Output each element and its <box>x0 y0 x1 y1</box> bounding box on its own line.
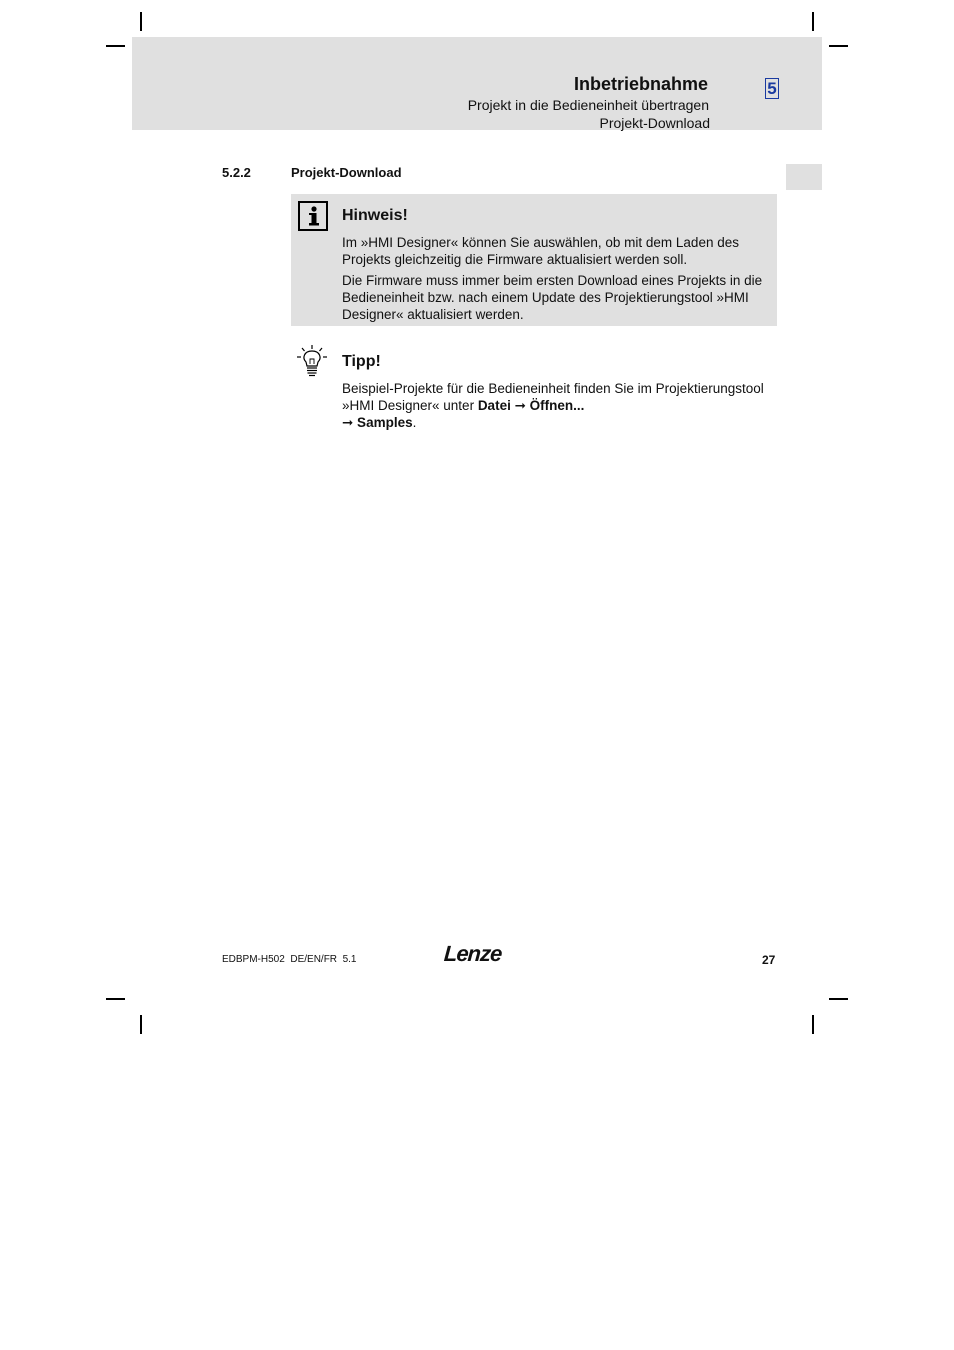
chapter-number-badge: 5 <box>765 78 779 99</box>
note-heading: Hinweis! <box>342 207 408 224</box>
lightbulb-icon <box>296 344 328 378</box>
crop-mark <box>829 45 848 47</box>
header-band <box>132 37 822 130</box>
crop-mark <box>812 12 814 31</box>
crop-mark <box>140 1015 142 1034</box>
footer-document-id: EDBPM-H502 DE/EN/FR 5.1 <box>222 954 357 965</box>
section-number: 5.2.2 <box>222 165 251 180</box>
tip-paragraph <box>342 380 767 431</box>
info-icon <box>298 201 328 231</box>
section-title: Projekt-Download <box>291 165 402 180</box>
tip-text-end: . <box>412 415 417 430</box>
crop-mark <box>106 998 125 1000</box>
chapter-subtitle: Projekt in die Bedieneinheit übertragen <box>467 97 709 113</box>
lenze-logo: Lenze <box>443 941 503 966</box>
page-number: 27 <box>762 953 776 967</box>
tip-text: Beispiel-Projekte für die Bedieneinheit finden Sie im Projektierungstool »HMI Designer« unter <box>342 381 764 413</box>
note-paragraph: Die Firmware muss immer beim ersten Download eines Projekts in die Bedieneinheit bzw. nach einem Update des Projektierungstool »HMI Designer« aktualisiert werden. <box>342 273 763 322</box>
chapter-title: Inbetriebnahme <box>573 74 708 94</box>
crop-mark <box>106 45 125 47</box>
tip-heading: Tipp! <box>342 353 381 370</box>
chapter-subtitle-detail: Projekt-Download <box>599 115 710 131</box>
crop-mark <box>140 12 142 31</box>
crop-mark <box>812 1015 814 1034</box>
side-tab-marker <box>786 164 822 190</box>
crop-mark <box>829 998 848 1000</box>
tip-menu-path-samples: ➞ Samples <box>342 415 413 430</box>
tip-menu-path: Datei ➞ Öffnen... <box>477 398 585 413</box>
note-paragraph: Im »HMI Designer« können Sie auswählen, ob mit dem Laden des Projekts gleichzeitig die Firmware aktualisiert werden soll. <box>342 235 739 267</box>
